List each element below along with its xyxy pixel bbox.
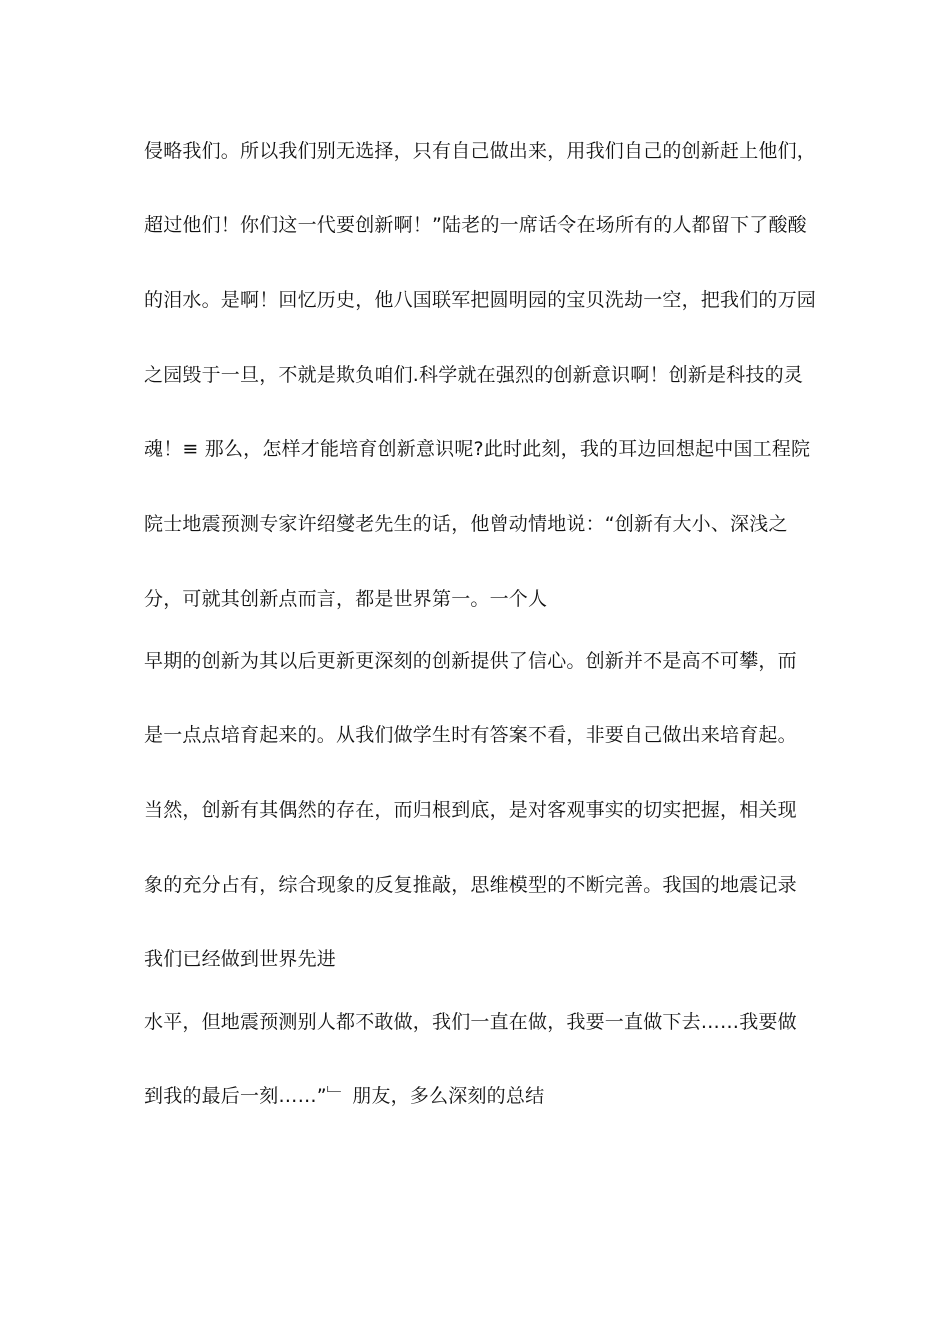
text-line: 之园毁于一旦，不就是欺负咱们.科学就在强烈的创新意识啊！创新是科技的灵 [144,364,804,386]
text-line: 是一点点培育起来的。从我们做学生时有答案不看，非要自己做出来培育起。 [144,724,797,746]
text-line: 侵略我们。所以我们别无选择，只有自己做出来，用我们自己的创新赶上他们， [144,140,817,162]
text-line: 院士地震预测专家许绍燮老先生的话，他曾动情地说：“创新有大小、深浅之 [144,513,788,535]
text-line: 到我的最后一刻……”﹂ 朋友，多么深刻的总结 [144,1085,545,1107]
text-line: 的泪水。是啊！回忆历史，他八国联军把圆明园的宝贝洗劫一空，把我们的万园 [144,289,817,311]
text-line: 当然，创新有其偶然的存在，而归根到底，是对客观事实的切实把握，相关现 [144,799,797,821]
text-line: 分，可就其创新点而言，都是世界第一。一个人 [144,588,548,610]
text-line: 水平，但地震预测别人都不敢做，我们一直在做，我要一直做下去……我要做 [144,1011,797,1033]
text-line: 象的充分占有，综合现象的反复推敲，思维模型的不断完善。我国的地震记录 [144,874,797,896]
text-line: 我们已经做到世界先进 [144,948,337,970]
text-line: 早期的创新为其以后更新更深刻的创新提供了信心。创新并不是高不可攀，而 [144,650,797,672]
text-line: 超过他们！你们这一代要创新啊！”陆老的一席话令在场所有的人都留下了酸酸 [144,214,807,236]
text-line: 魂！≡ 那么，怎样才能培育创新意识呢?此时此刻，我的耳边回想起中国工程院 [144,438,811,460]
